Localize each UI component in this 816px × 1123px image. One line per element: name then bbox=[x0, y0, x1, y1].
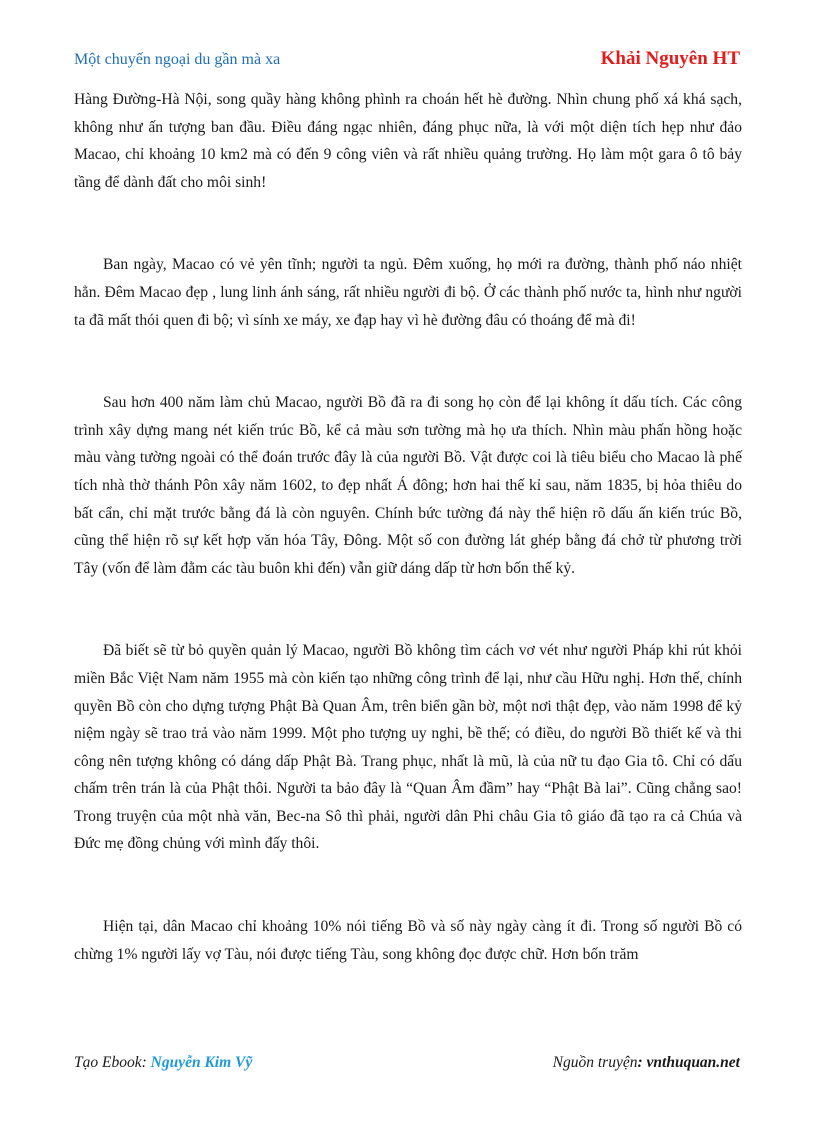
footer-ebook-credit bbox=[74, 1054, 252, 1072]
paragraph-5: Hiện tại, dân Macao chỉ khoảng 10% nói tiếng Bồ và số này ngày càng ít đi. Trong số người Bồ có chừng 1% người lấy vợ Tàu, nói được tiếng Tàu, song không đọc được chữ. Hơn bốn trăm bbox=[74, 918, 742, 963]
footer-ebook-separator: : bbox=[141, 1054, 151, 1071]
page-content bbox=[74, 86, 742, 968]
page-header bbox=[74, 48, 740, 70]
footer-ebook-label: Tạo Ebook bbox=[74, 1054, 142, 1071]
footer-source-site: vnthuquan.net bbox=[646, 1054, 740, 1071]
footer-source-credit bbox=[553, 1054, 740, 1072]
footer-source-label: Nguồn truyện bbox=[552, 1054, 638, 1071]
footer-ebook-creator: Nguyễn Kim Vỹ bbox=[150, 1054, 253, 1071]
footer-source-separator: : bbox=[637, 1054, 647, 1071]
page-footer bbox=[74, 1054, 740, 1072]
book-title: Một chuyến ngoại du gần mà xa bbox=[74, 51, 281, 68]
paragraph-4: Đã biết sẽ từ bỏ quyền quản lý Macao, người Bồ không tìm cách vơ vét như người Pháp khi rút khỏi miền Bắc Việt Nam năm 1955 mà còn kiến tạo những công trình để lại, như cầu Hữu nghị. Hơn thế, chính quyền Bồ còn cho dựng tượng Phật Bà Quan Âm, trên biển gần bờ, một nơi thật đẹp, vào năm 1998 để kỷ niệm ngày sẽ trao trả vào năm 1999. Một pho tượng uy nghi, bề thế; có điều, do người Bồ thiết kế và thi công nên tượng không có dáng dấp Phật Bà. Trang phục, nhất là mũ, là của nữ tu đạo Gia tô. Chỉ có dấu chấm trên trán là của Phật thôi. Người ta bảo đây là “Quan Âm đầm” hay “Phật Bà lai”. Cũng chẳng sao! Trong truyện của một nhà văn, Bec-na Sô thì phải, người dân Phi châu Gia tô giáo đã tạo ra cả Chúa và Đức mẹ đồng chủng với mình đấy thôi. bbox=[74, 642, 742, 853]
paragraph-1: Hàng Đường-Hà Nội, song quầy hàng không phình ra choán hết hè đường. Nhìn chung phố xá khá sạch, không như ấn tượng ban đầu. Điều đáng ngạc nhiên, đáng phục nữa, là với một diện tích hẹp như đảo Macao, chỉ khoảng 10 km2 mà có đến 9 công viên và rất nhiều quảng trường. Họ làm một gara ô tô bảy tầng để dành đất cho môi sinh! bbox=[74, 91, 742, 191]
paragraph-2: Ban ngày, Macao có vẻ yên tĩnh; người ta ngủ. Đêm xuống, họ mới ra đường, thành phố náo nhiệt hẳn. Đêm Macao đẹp , lung linh ánh sáng, rất nhiều người đi bộ. Ở các thành phố nước ta, hình như người ta đã mất thói quen đi bộ; vì sính xe máy, xe đạp hay vì hè đường đâu có thoáng để mà đi! bbox=[74, 256, 742, 329]
author-name: Khải Nguyên HT bbox=[600, 48, 740, 69]
paragraph-3: Sau hơn 400 năm làm chủ Macao, người Bồ đã ra đi song họ còn để lại không ít dấu tích. Các công trình xây dựng mang nét kiến trúc Bồ, kể cả màu sơn tường mà họ ưa thích. Nhìn màu phấn hồng hoặc màu vàng tường ngoài có thể đoán trước đây là của người Bồ. Vật được coi là tiêu biểu cho Macao là phế tích nhà thờ thánh Pôn xây năm 1602, to đẹp nhất Á đông; hơn hai thế kỉ sau, năm 1835, bị hỏa thiêu do bất cẩn, chỉ mặt trước bằng đá là còn nguyên. Chính bức tường đá này thể hiện rõ dấu ấn kiến trúc Bồ, cũng thể hiện rõ sự kết hợp văn hóa Tây, Đông. Một số con đường lát ghép bằng đá chở từ phương trời Tây (vốn để làm đằm các tàu buôn khi đến) vẫn giữ dáng dấp từ hơn bốn thế kỷ. bbox=[74, 394, 742, 577]
